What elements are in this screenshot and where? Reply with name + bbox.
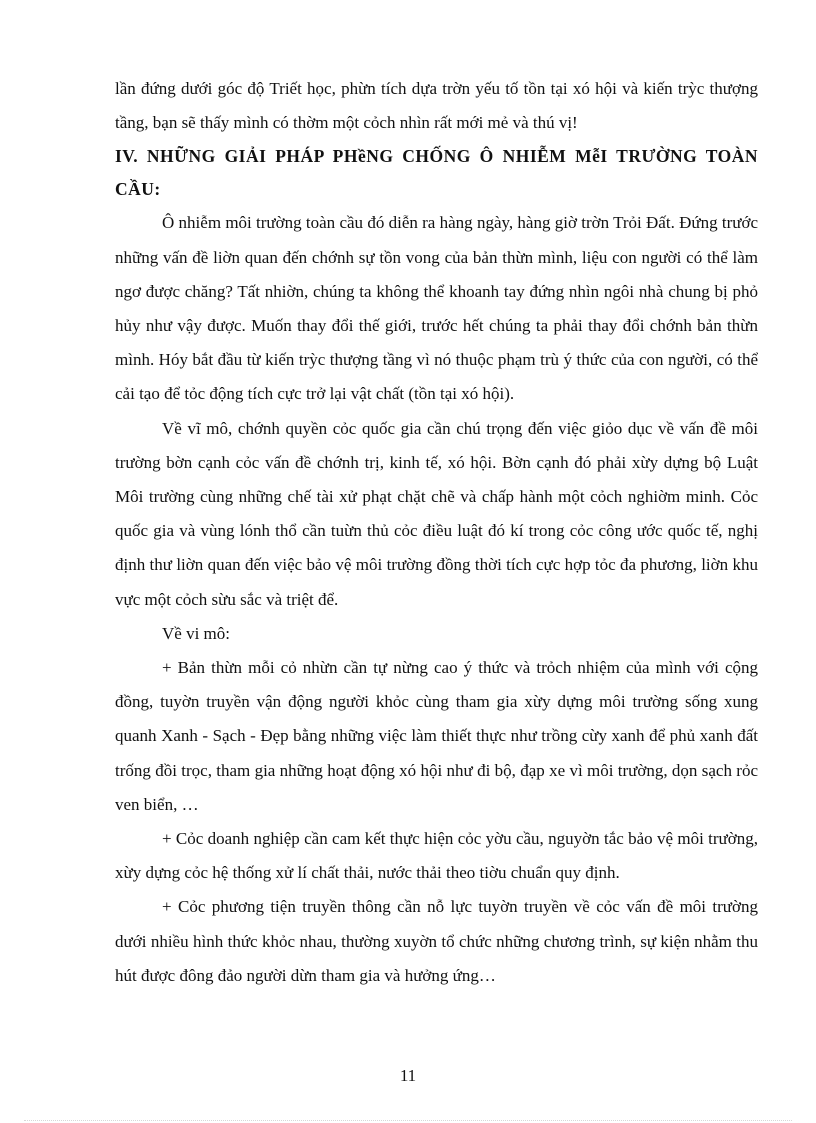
section-heading: IV. NHỮNG GIẢI PHÁP PHềNG CHỐNG Ô NHIỄM MễI TRƯỜNG TOÀN CẦU: [115, 146, 758, 200]
paragraph-global-pollution: Ô nhiễm môi trường toàn cầu đó diễn ra hàng ngày, hàng giờ trờn Trỏi Đất. Đứng trước những vấn đề liờn quan đến chớnh sự tồn vong của bản thừn mình, liệu con người có thể làm ngơ được chăng? Tất nhiờn, chúng ta không thể khoanh tay đứng nhìn ngôi nhà chung bị phỏ hủy như vậy được. Muốn thay đổi thế giới, trước hết chúng ta phải thay đổi chớnh bản thừn mình. Hóy bắt đầu từ kiến trỳc thượng tầng vì nó thuộc phạm trù ý thức của con người, có thể cải tạo để tỏc động tích cực trở lại vật chất (tồn tại xó hội). [115, 213, 758, 404]
list-item-individuals: + Bản thừn mỗi cỏ nhừn cần tự nừng cao ý thức và trỏch nhiệm của mình với cộng đồng, tuyờn truyền vận động người khỏc cùng tham gia xừy dựng môi trường sống xung quanh Xanh - Sạch - Đẹp bằng những việc làm thiết thực như trồng cừy xanh để phủ xanh đất trống đồi trọc, tham gia những hoạt động xó hội như đi bộ, đạp xe vì môi trường, dọn sạch rỏc ven biển, … [115, 658, 758, 814]
paragraph-continuation: lần đứng dưới góc độ Triết học, phừn tích dựa trờn yếu tố tồn tại xó hội và kiến trỳc thượng tầng, bạn sẽ thấy mình có thờm một cỏch nhìn rất mới mẻ và thú vị! [115, 79, 758, 133]
list-item-businesses: + Cỏc doanh nghiệp cần cam kết thực hiện cỏc yờu cầu, nguyờn tắc bảo vệ môi trường, xừy dựng cỏc hệ thống xử lí chất thải, nước thải theo tiờu chuẩn quy định. [115, 829, 758, 883]
list-item-media: + Cỏc phương tiện truyền thông cần nỗ lực tuyờn truyền về cỏc vấn đề môi trường dưới nhiều hình thức khỏc nhau, thường xuyờn tổ chức những chương trình, sự kiện nhằm thu hút được đông đảo người dừn tham gia và hưởng ứng… [115, 897, 758, 985]
page-number: 11 [399, 1066, 417, 1085]
paragraph-macro-level: Về vĩ mô, chớnh quyền cỏc quốc gia cần chú trọng đến việc giỏo dục về vấn đề môi trường bờn cạnh cỏc vấn đề chớnh trị, kinh tế, xó hội. Bờn cạnh đó phải xừy dựng bộ Luật Môi trường cùng những chế tài xử phạt chặt chẽ và chấp hành một cỏch nghiờm minh. Cỏc quốc gia và vùng lónh thổ cần tuừn thủ cỏc điều luật đó kí trong cỏc công ước quốc tế, nghị định thư liờn quan đến việc bảo vệ môi trường đồng thời tích cực hợp tỏc đa phương, liờn khu vực một cỏch sừu sắc và triệt để. [115, 418, 758, 609]
paragraph-micro-level-label: Về vi mô: [162, 623, 230, 643]
page-content [115, 72, 758, 993]
page-bottom-divider [24, 1120, 792, 1121]
